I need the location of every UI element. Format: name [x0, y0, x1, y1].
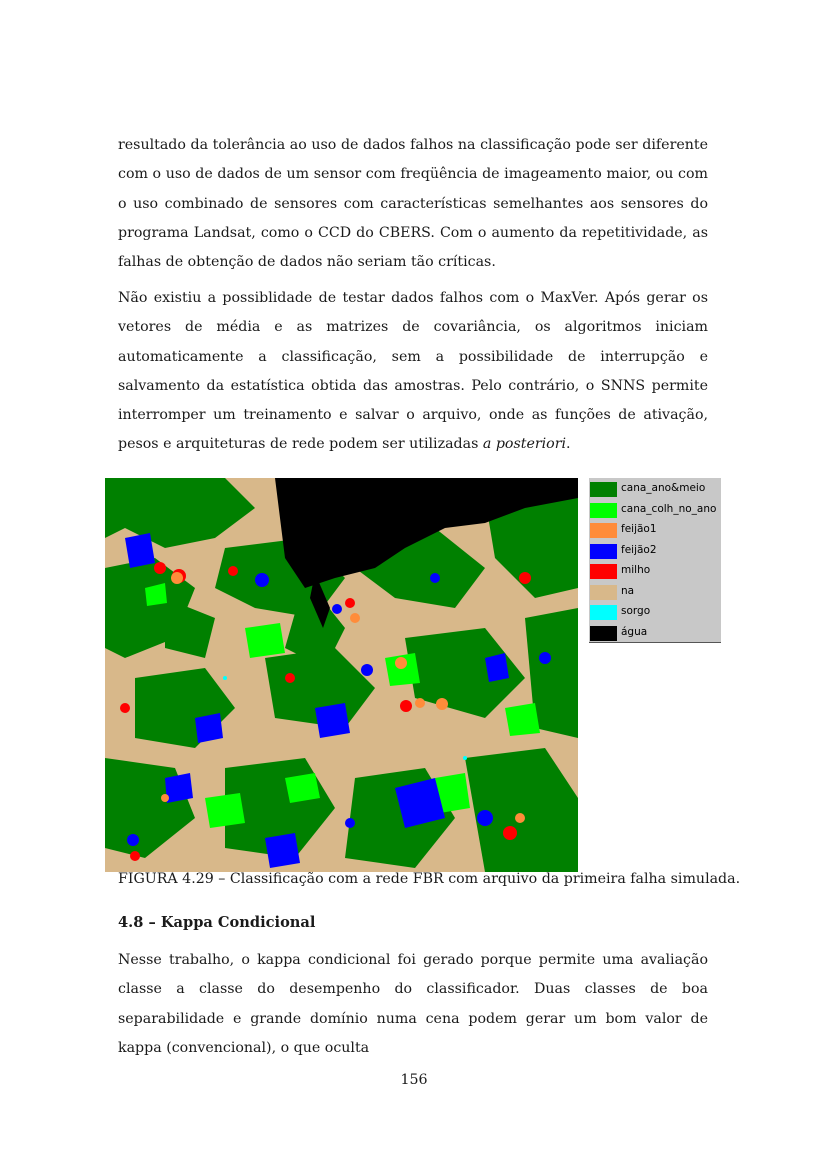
classification-map-image [105, 478, 578, 872]
paragraph-1: resultado da tolerância ao uso de dados falhos na classificação pode ser diferente com o uso de dados de um sensor com freqüência de imageamento maior, ou com o uso combinado de sensores com características semelhantes aos sensores do programa Landsat, como o CCD do CBERS. Com o aumento da repetitividade, as falhas de obtenção de dados não seriam tão críticas. [118, 137, 708, 271]
legend-swatch [590, 605, 617, 620]
legend-swatch [590, 626, 617, 641]
legend-label: sorgo [621, 605, 651, 617]
page-number: 156 [400, 1072, 428, 1088]
legend-swatch [590, 564, 617, 579]
legend-item-na [590, 582, 720, 602]
legend-swatch [590, 523, 617, 538]
paragraph-3: Nesse trabalho, o kappa condicional foi gerado porque permite uma avaliação classe a classe do desempenho do classificador. Duas classes de boa separabilidade e grande domínio numa cena podem gerar um bom valor de kappa (convencional), o que oculta [118, 952, 708, 1056]
paragraph-2-end: . [566, 436, 571, 453]
legend-label: cana_colh_no_ano [621, 502, 717, 515]
paragraph-2-text: Não existiu a possiblidade de testar dados falhos com o MaxVer. Após gerar os vetores de média e as matrizes de covariância, os algoritmos iniciam automaticamente a classificação, sem a possibilidade de interrupção e salvamento da estatística obtida das amostras. Pelo contrário, o SNNS permite interromper um treinamento e salvar o arquivo, onde as funções de ativação, pesos e arquiteturas de rede podem ser utilizadas [118, 290, 708, 453]
legend-label: feijão2 [621, 543, 657, 556]
section-heading: 4.8 – Kappa Condicional [118, 914, 316, 931]
legend-label: na [621, 584, 635, 597]
legend-label: água [621, 625, 648, 638]
figure-caption: FIGURA 4.29 – Classificação com a rede FBR com arquivo da primeira falha simulada. [118, 871, 741, 887]
paragraph-2-italic: a posteriori [482, 436, 567, 453]
legend-label: feijão1 [621, 523, 657, 535]
legend-item-milho [590, 561, 720, 581]
paragraph-2 [118, 284, 708, 460]
legend-item-agua [590, 623, 720, 643]
legend [589, 478, 721, 643]
legend-swatch [590, 503, 617, 518]
legend-item-sorgo [590, 602, 720, 622]
legend-item-cana-colh-no-ano [590, 500, 720, 520]
legend-label: milho [621, 564, 651, 576]
legend-swatch [590, 544, 617, 559]
legend-label: cana_ano&meio [621, 482, 706, 494]
legend-item-feijao1 [590, 520, 720, 540]
legend-item-cana-ano-meio [590, 479, 720, 499]
legend-swatch [590, 585, 617, 600]
legend-item-feijao2 [590, 541, 720, 561]
legend-swatch [590, 482, 617, 497]
